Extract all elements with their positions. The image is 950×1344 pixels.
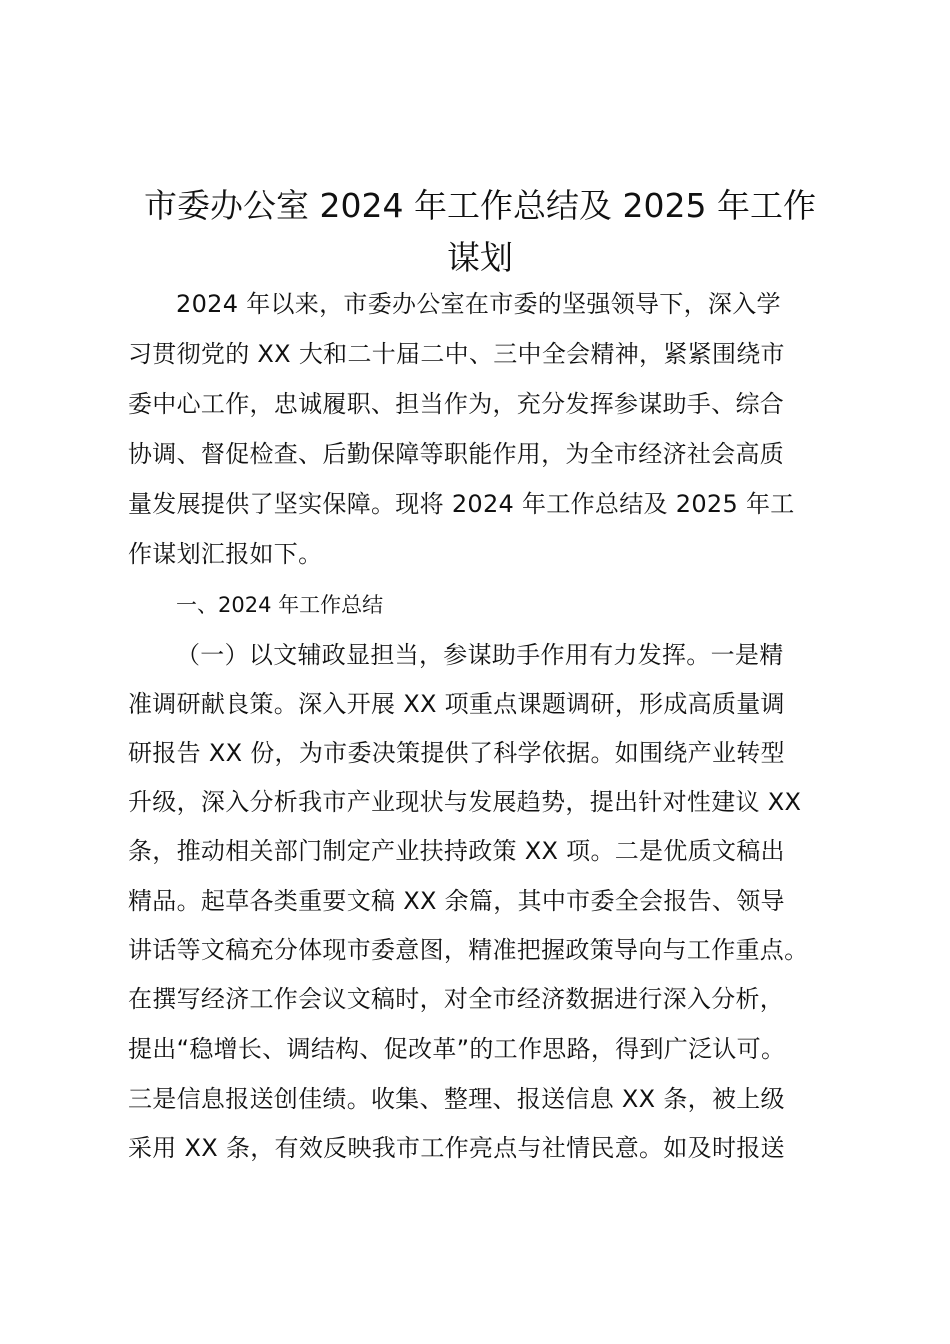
intro-line: 作谋划汇报如下。	[128, 540, 323, 568]
body-line: 精品。起草各类重要文稿 XX 余篇，其中市委全会报告、领导	[128, 887, 785, 915]
body-line: 升级，深入分析我市产业现状与发展趋势，提出针对性建议 XX	[128, 788, 802, 816]
body-line: 研报告 XX 份，为市委决策提供了科学依据。如围绕产业转型	[128, 739, 785, 767]
intro-line: 习贯彻党的 XX 大和二十届二中、三中全会精神，紧紧围绕市	[128, 340, 785, 368]
body-line: 讲话等文稿充分体现市委意图，精准把握政策导向与工作重点。	[128, 936, 809, 964]
intro-line: 量发展提供了坚实保障。现将 2024 年工作总结及 2025 年工	[128, 490, 795, 518]
document-title-line-2: 谋划	[447, 238, 513, 277]
body-line: 在撰写经济工作会议文稿时，对全市经济数据进行深入分析，	[128, 985, 785, 1013]
body-line: 提出“稳增长、调结构、促改革”的工作思路，得到广泛认可。	[128, 1035, 786, 1063]
intro-line: 协调、督促检查、后勤保障等职能作用，为全市经济社会高质	[128, 440, 785, 468]
body-line: 采用 XX 条，有效反映我市工作亮点与社情民意。如及时报送	[128, 1134, 785, 1162]
section-heading: 一、2024 年工作总结	[176, 593, 384, 617]
body-line: （一）以文辅政显担当，参谋助手作用有力发挥。一是精	[176, 641, 784, 669]
intro-line: 2024 年以来，市委办公室在市委的坚强领导下，深入学	[176, 290, 781, 318]
body-line: 条，推动相关部门制定产业扶持政策 XX 项。二是优质文稿出	[128, 837, 785, 865]
document-title-line-1: 市委办公室 2024 年工作总结及 2025 年工作	[144, 186, 816, 225]
body-line: 三是信息报送创佳绩。收集、整理、报送信息 XX 条，被上级	[128, 1085, 785, 1113]
body-line: 准调研献良策。深入开展 XX 项重点课题调研，形成高质量调	[128, 690, 785, 718]
intro-line: 委中心工作，忠诚履职、担当作为，充分发挥参谋助手、综合	[128, 390, 785, 418]
